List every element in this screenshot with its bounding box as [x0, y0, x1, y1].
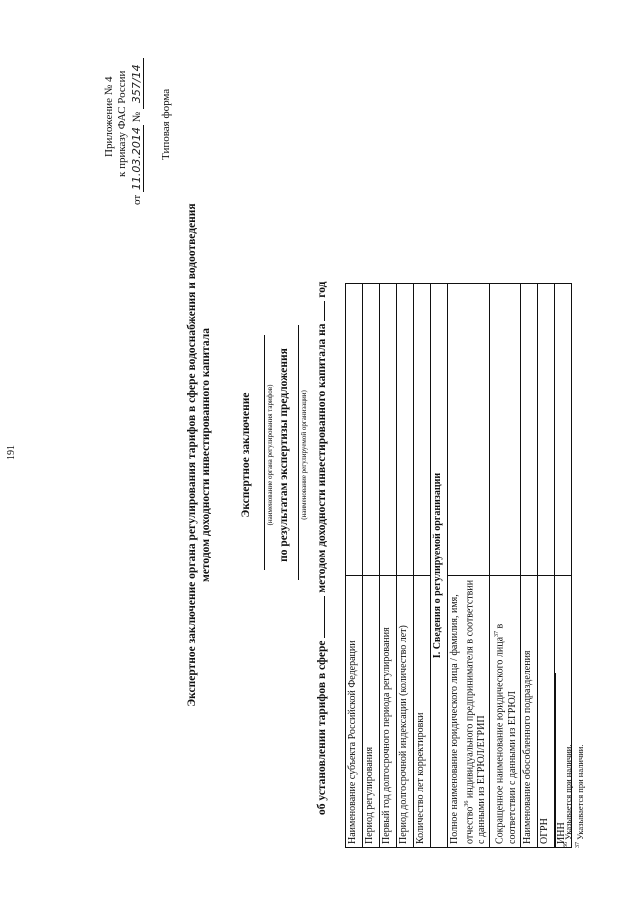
footnote-separator [555, 673, 556, 848]
footnote-37 [575, 745, 585, 848]
expertise-line: по результатам экспертизы предложения [278, 348, 290, 562]
table-row [380, 284, 397, 848]
appendix-block [103, 76, 115, 157]
order-number-handwritten: 357/14 [130, 58, 144, 109]
table-row [537, 284, 554, 848]
footnote-37-mark: 37 [575, 842, 582, 848]
page-number: 191 [6, 445, 17, 460]
table-row [414, 284, 431, 848]
order-date-handwritten: 11.03.2014 [130, 127, 143, 191]
appendix-line2: к приказу ФАС России [116, 70, 128, 177]
row-value[interactable] [414, 284, 431, 576]
full-name-text-1: Полное наименование юридического лица / фамилия, имя, отчество [449, 594, 476, 844]
row-label: Первый год долгосрочного периода регулирования [380, 576, 397, 848]
footnote-36-mark: 36 [563, 842, 570, 848]
short-name-text-1: Сокращенное наименование юридического лица [494, 636, 506, 844]
table-row [520, 284, 537, 848]
document-title-line2: методом доходности инвестированного капитала [200, 328, 212, 582]
document-title-line1: Экспертное заключение органа регулирования тарифов в сфере водоснабжения и водоотведения [186, 203, 198, 707]
row-value[interactable] [363, 284, 380, 576]
table-row [448, 284, 490, 848]
row-value[interactable] [490, 284, 520, 576]
full-name-text-2: индивидуального [464, 723, 476, 799]
row-label: Количество лет корректировки [414, 576, 431, 848]
row-value[interactable] [397, 284, 414, 576]
tariff-line-b: методом доходности инвестированного капитала на [316, 323, 328, 593]
full-name-text-3: предпринимателя в соответствии с данными из ЕГРЮЛ/ЕГРИП [464, 579, 488, 844]
regulated-org-hint: (наименование регулируемой организации) [300, 390, 308, 520]
year-blank [324, 301, 325, 321]
org-info-table [345, 283, 572, 848]
regulated-org-line [298, 325, 299, 580]
row-label: ИНН [554, 576, 571, 848]
row-value[interactable] [448, 284, 490, 576]
order-line [130, 58, 143, 205]
footnote-mark-37: 37 [494, 630, 501, 637]
table-row [490, 284, 520, 848]
tariff-line-c: год [316, 281, 328, 298]
section-heading: I. Сведения о регулируемой организации [431, 284, 448, 848]
row-label: Наименование субъекта Российской Федерации [346, 576, 363, 848]
sphere-blank [324, 596, 325, 638]
appendix-line1: Приложение № 4 [103, 76, 115, 157]
table-row [363, 284, 380, 848]
row-label: Период долгосрочной индексации (количество лет) [397, 576, 414, 848]
row-value[interactable] [554, 284, 571, 576]
section-row [431, 284, 448, 848]
table-row [397, 284, 414, 848]
table-row [346, 284, 363, 848]
tariff-line [316, 282, 328, 815]
footnote-37-text: Указывается при наличии. [575, 744, 585, 840]
row-label: Наименование обособленного подразделения [520, 576, 537, 848]
footnote-36-text: Указывается при наличии. [563, 744, 573, 840]
order-no-label: № [131, 111, 143, 123]
footnote-36 [563, 745, 573, 848]
short-name-text-2: в соответствии с данными из ЕГРЮЛ [494, 623, 518, 844]
tariff-line-a: об установлении тарифов в сфере [316, 640, 328, 815]
conclusion-subtitle: Экспертное заключение [240, 392, 252, 518]
short-name-label [490, 576, 520, 848]
row-label: ОГРН [537, 576, 554, 848]
row-value[interactable] [346, 284, 363, 576]
footnote-mark-36: 36 [464, 800, 470, 807]
org-name-hint: (наименование органа регулирования тарифов) [266, 384, 274, 526]
row-value[interactable] [520, 284, 537, 576]
form-type: Типовая форма [160, 88, 172, 160]
org-name-line [264, 335, 265, 570]
row-value[interactable] [537, 284, 554, 576]
full-name-label [448, 576, 490, 848]
row-label: Период регулирования [363, 576, 380, 848]
order-prefix: от [131, 194, 143, 205]
row-value[interactable] [380, 284, 397, 576]
